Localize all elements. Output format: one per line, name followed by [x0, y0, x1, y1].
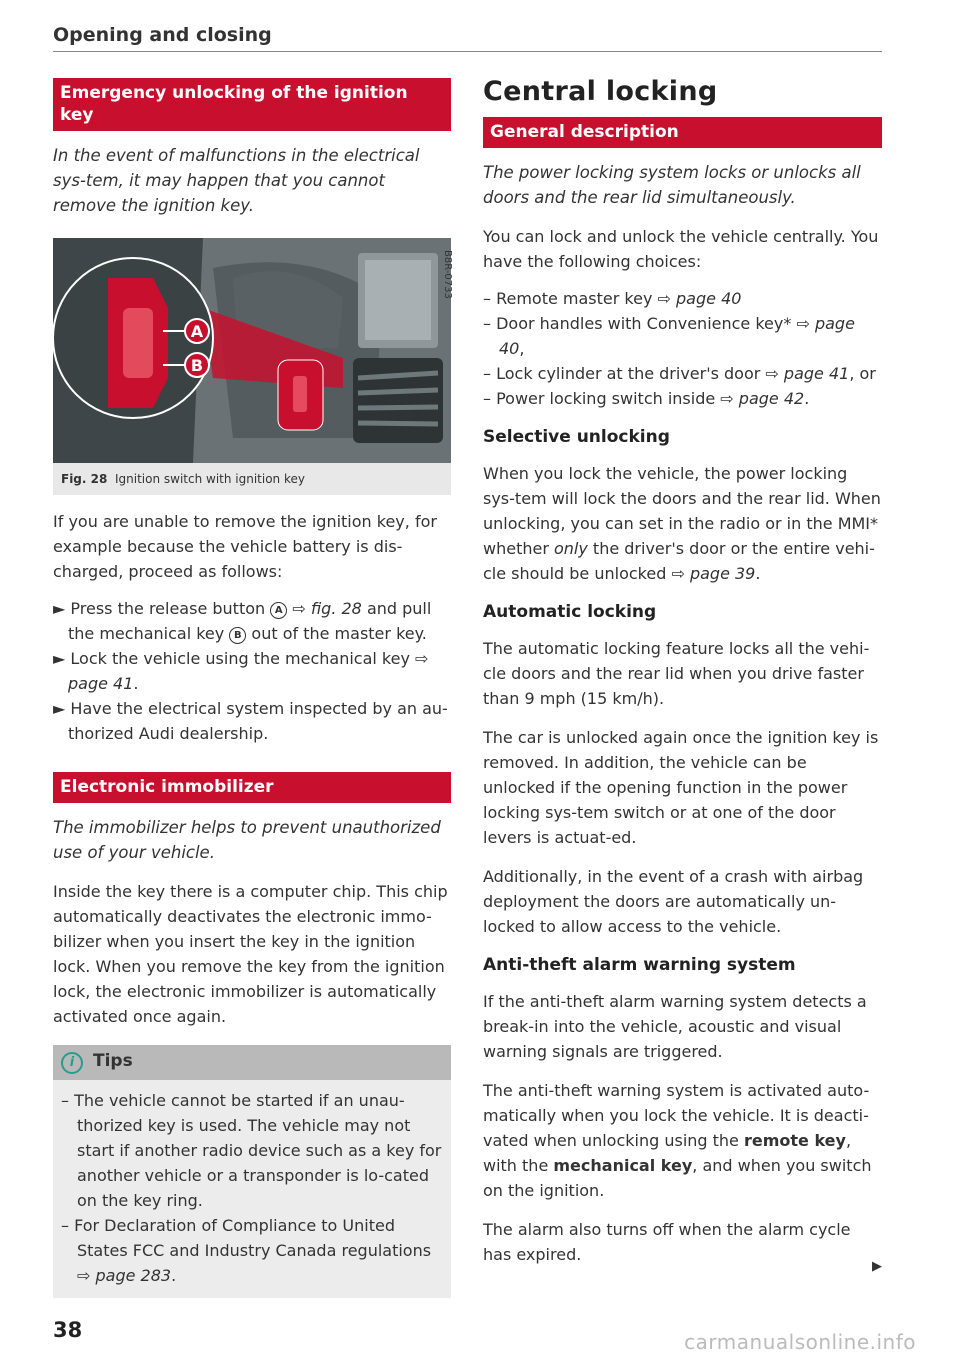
ignition-figure — [53, 238, 451, 463]
tips-box — [53, 1045, 451, 1298]
section-title-emergency: Emergency unlocking of the ignition key — [53, 78, 451, 131]
emergency-intro: In the event of malfunctions in the electrical sys-tem, it may happen that you cannot remove the ignition key. — [53, 146, 420, 215]
figure-label-a: A — [190, 322, 204, 341]
figure-caption — [53, 463, 451, 495]
heading-automatic-locking: Automatic locking — [483, 602, 657, 622]
list-item: – Remote master key ⇨ page 40 — [483, 289, 742, 308]
list-item: – For Declaration of Compliance to United States FCC and Industry Canada regulations ⇨ page 283. — [61, 1216, 432, 1285]
header-rule — [53, 51, 882, 52]
figure-code: B8R-0733 — [442, 250, 453, 299]
tips-title: Tips — [93, 1051, 133, 1071]
tips-header — [53, 1045, 451, 1080]
right-column — [483, 78, 882, 1267]
antitheft-p3: The alarm also turns off when the alarm cycle has expired. — [483, 1220, 851, 1264]
chapter-title: Central locking — [483, 76, 718, 107]
list-item: ► Press the release button A ⇨ fig. 28 and pull the mechanical key B out of the master key. — [53, 599, 432, 643]
watermark: carmanualsonline.info — [684, 1330, 916, 1354]
cross-reference[interactable]: ⇨ page 41 — [765, 364, 850, 383]
antitheft-p1: If the anti-theft alarm warning system detects a break-in into the vehicle, acoustic and visual warning signals are triggered. — [483, 992, 867, 1061]
emergency-steps — [53, 596, 451, 746]
figure-label-b: B — [190, 356, 204, 375]
page-number: 38 — [53, 1318, 83, 1342]
heading-anti-theft: Anti-theft alarm warning system — [483, 955, 796, 975]
section-title-immobilizer: Electronic immobilizer — [53, 772, 451, 803]
continue-arrow-icon: ▶ — [872, 1259, 882, 1274]
antitheft-p2: The anti-theft warning system is activated auto-matically when you lock the vehicle. It is deacti-vated when unlocking using the remote key, with the mechanical key, and when you switch on the ignition. — [483, 1081, 872, 1200]
cross-reference[interactable]: ⇨ page 41 — [68, 649, 429, 693]
automatic-p2: The car is unlocked again once the ignition key is removed. In addition, the vehicle can be unlocked if the opening function in the power locking sys-tem switch or at one of the door levers is actuat-ed. — [483, 728, 879, 847]
list-item: – Power locking switch inside ⇨ page 42. — [483, 389, 810, 408]
mechanical-key-marker-b: B — [229, 627, 246, 644]
immobilizer-intro: The immobilizer helps to prevent unauthorized use of your vehicle. — [53, 818, 441, 862]
tips-list — [53, 1080, 451, 1298]
left-column — [53, 78, 451, 1298]
emergency-body: If you are unable to remove the ignition key, for example because the vehicle battery is dis-charged, proceed as follows: — [53, 512, 437, 581]
cross-reference[interactable]: ⇨ page 283 — [77, 1266, 172, 1285]
list-item: ► Lock the vehicle using the mechanical key ⇨ page 41. — [53, 649, 429, 693]
ignition-illustration — [53, 238, 451, 463]
cross-reference[interactable]: ⇨ page 42 — [720, 389, 805, 408]
immobilizer-body: Inside the key there is a computer chip. This chip automatically deactivates the electronic immo-bilizer when you insert the key in the ignition lock. When you remove the key from the ignition lock, the electronic immobilizer is automatically activated once again. — [53, 882, 448, 1026]
list-item: – Lock cylinder at the driver's door ⇨ page 41, or — [483, 364, 876, 383]
automatic-p3: Additionally, in the event of a crash with airbag deployment the doors are automatically un-locked to allow access to the vehicle. — [483, 867, 864, 936]
locking-choices — [483, 286, 882, 411]
info-icon: i — [61, 1052, 83, 1074]
list-item: – Door handles with Convenience key* ⇨ page 40, — [483, 314, 855, 358]
cross-reference[interactable]: ⇨ page 40 — [657, 289, 742, 308]
figure-number: Fig. 28 — [61, 472, 108, 486]
selective-body: When you lock the vehicle, the power locking sys-tem will lock the doors and the rear lid. When unlocking, you can set in the radio or in the MMI* whether only the driver's door or the entire vehi-cle should be unlocked ⇨ page 39. — [483, 464, 881, 583]
figure-caption-text: Ignition switch with ignition key — [114, 472, 305, 486]
automatic-p1: The automatic locking feature locks all the vehi-cle doors and the rear lid when you drive faster than 9 mph (15 km/h). — [483, 639, 870, 708]
list-item: – The vehicle cannot be started if an unau-thorized key is used. The vehicle may not start if another radio device such as a key for another vehicle or a transponder is lo-cated on the key ring. — [61, 1091, 442, 1210]
cross-reference[interactable]: ⇨ fig. 28 — [292, 599, 362, 618]
general-intro: The power locking system locks or unlocks all doors and the rear lid simultaneously. — [483, 163, 861, 207]
running-head: Opening and closing — [53, 24, 272, 46]
heading-selective-unlocking: Selective unlocking — [483, 427, 670, 447]
cross-reference[interactable]: ⇨ page 39 — [671, 564, 756, 583]
cross-reference[interactable]: ⇨ page 40 — [499, 314, 855, 358]
general-body: You can lock and unlock the vehicle centrally. You have the following choices: — [483, 227, 879, 271]
release-button-marker-a: A — [270, 602, 287, 619]
section-title-general: General description — [483, 117, 882, 148]
list-item: ► Have the electrical system inspected by an au-thorized Audi dealership. — [53, 699, 448, 743]
